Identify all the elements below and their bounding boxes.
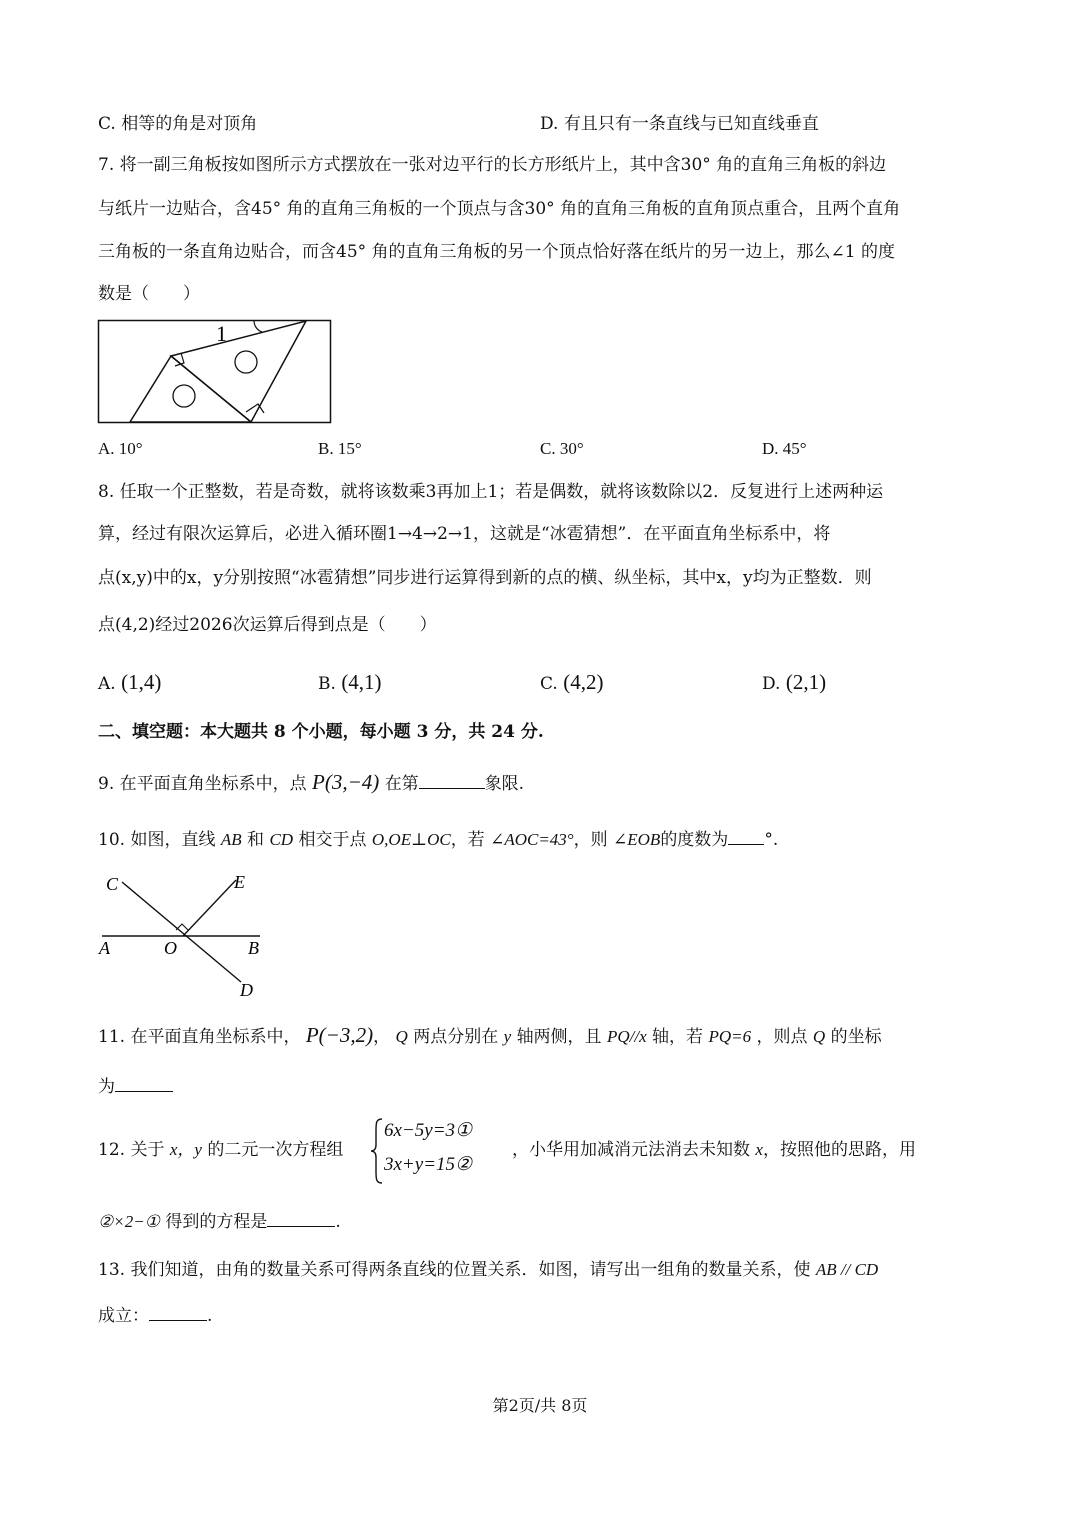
q10-line bbox=[98, 826, 778, 852]
q11-y-axis: y bbox=[503, 1027, 512, 1046]
q11-mid4: 轴，若 bbox=[652, 1027, 704, 1047]
q12-line-1-right bbox=[512, 1138, 916, 1162]
q9-answer-blank[interactable] bbox=[419, 770, 485, 789]
q11-mid2: 两点分别在 bbox=[413, 1027, 499, 1047]
q12-after: ，小华用加减消元法消去未知数 bbox=[512, 1140, 750, 1160]
q10-end: °. bbox=[764, 830, 779, 850]
q10-and: 和 bbox=[247, 830, 265, 850]
q9-text-prefix: 在第 bbox=[384, 774, 419, 794]
right-angle-mark-2 bbox=[246, 404, 264, 413]
q13-line2-end: . bbox=[207, 1306, 213, 1326]
q8-line-3: 点(x,y)中的x，y分别按照“冰雹猜想”同步进行运算得到新的点的横、纵坐标，其中x，y均为正整数．则 bbox=[98, 568, 872, 588]
label-o: O bbox=[164, 938, 177, 958]
q13-parallel: AB // CD bbox=[815, 1260, 879, 1279]
q11-length: PQ=6 bbox=[708, 1027, 752, 1046]
brace-icon bbox=[370, 1117, 384, 1185]
q8-line-1: 8. 任取一个正整数，若是奇数，就将该数乘3再加上1；若是偶数，就将该数除以2．反复进行上述两种运 bbox=[98, 482, 884, 502]
q10-text-a: 10. 如图，直线 bbox=[98, 830, 216, 850]
q10-comma: ，若 bbox=[450, 830, 485, 850]
q8-line-2: 算，经过有限次运算后，必进入循环圈1→4→2→1，这就是“冰雹猜想”．在平面直角坐标系中，将 bbox=[98, 524, 831, 544]
angle-1-arc bbox=[254, 321, 262, 332]
q12-x: x bbox=[755, 1140, 763, 1159]
q10-angle-eob: ∠EOB bbox=[613, 830, 661, 849]
q9-line bbox=[98, 770, 524, 796]
q11-line-1 bbox=[98, 1023, 882, 1049]
q7-line-4: 数是（ ） bbox=[98, 284, 200, 304]
q8-option-d-value: (2,1) bbox=[785, 670, 827, 694]
q11-tail: 的坐标 bbox=[830, 1027, 882, 1047]
hole-circle-1 bbox=[235, 351, 257, 373]
section-2-title: 二、填空题：本大题共 8 个小题，每小题 3 分，共 24 分. bbox=[98, 722, 544, 742]
q10-ab: AB bbox=[220, 830, 242, 849]
q7-line-3: 三角板的一条直角边贴合，而含45° 角的直角三角板的另一个顶点恰好落在纸片的另一边上，那么∠1 的度 bbox=[98, 242, 895, 262]
q12-vars: x，y bbox=[169, 1140, 202, 1159]
q12-equation-system bbox=[370, 1117, 510, 1185]
q10-figure bbox=[96, 868, 276, 1002]
q10-mid: 相交于点 bbox=[298, 830, 367, 850]
q7-option-c: C. 30° bbox=[540, 439, 584, 458]
q7-line-2: 与纸片一边贴合，含45° 角的直角三角板的一个顶点与含30° 角的直角三角板的直角顶点重合，且两个直角 bbox=[98, 199, 901, 219]
q12-line2-text: 得到的方程是 bbox=[165, 1212, 268, 1232]
q10-then: ，则 bbox=[573, 830, 608, 850]
q12-mid: 的二元一次方程组 bbox=[207, 1140, 344, 1160]
q12-tail: ，按照他的思路，用 bbox=[762, 1140, 916, 1160]
q13-line-1 bbox=[98, 1258, 878, 1282]
q7-figure bbox=[98, 320, 332, 424]
q9-point: P(3,−4) bbox=[312, 770, 380, 794]
line-cd bbox=[122, 882, 241, 982]
q10-answer-blank[interactable] bbox=[728, 826, 764, 845]
q12-line-2 bbox=[98, 1208, 341, 1234]
q8-option-b-label: B. bbox=[318, 674, 336, 694]
q8-option-a-label: A. bbox=[98, 674, 116, 694]
q12-equation-2: 3x+y=15② bbox=[384, 1154, 473, 1175]
q8-option-c-label: C. bbox=[540, 674, 558, 694]
q12-before: 12. 关于 bbox=[98, 1140, 165, 1160]
q8-option-a bbox=[98, 670, 161, 696]
q11-line-2 bbox=[98, 1073, 173, 1099]
paper-rectangle bbox=[99, 321, 331, 423]
q7-line-1: 7. 将一副三角板按如图所示方式摆放在一张对边平行的长方形纸片上，其中含30° 角的直角三角板的斜边 bbox=[98, 155, 887, 175]
q10-cd: CD bbox=[269, 830, 294, 849]
page-footer: 第2页/共 8页 bbox=[492, 1396, 588, 1415]
q6-option-c: C. 相等的角是对顶角 bbox=[98, 114, 258, 134]
q13-answer-blank[interactable] bbox=[149, 1302, 207, 1321]
q13-line2-text: 成立： bbox=[98, 1306, 149, 1326]
angle-1-label: 1 bbox=[216, 321, 227, 346]
q11-mid1: ， bbox=[373, 1027, 391, 1047]
q12-line-1-left bbox=[98, 1138, 343, 1162]
label-a: A bbox=[99, 938, 110, 958]
q10-tail: 的度数为 bbox=[660, 830, 729, 850]
label-d: D bbox=[240, 980, 253, 1000]
triangle-45 bbox=[130, 356, 251, 422]
q9-text-before: 9. 在平面直角坐标系中，点 bbox=[98, 774, 307, 794]
label-b: B bbox=[248, 938, 259, 958]
q11-mid3: 轴两侧，且 bbox=[516, 1027, 602, 1047]
q8-option-c-value: (4,2) bbox=[563, 670, 604, 694]
q9-text-after: 象限. bbox=[484, 774, 525, 794]
q12-equation-1: 6x−5y=3① bbox=[384, 1120, 473, 1141]
q8-option-c bbox=[540, 670, 603, 696]
q8-option-b-value: (4,1) bbox=[341, 670, 382, 694]
q7-option-d: D. 45° bbox=[762, 439, 807, 458]
q8-option-b bbox=[318, 670, 382, 696]
q11-before: 11. 在平面直角坐标系中， bbox=[98, 1027, 301, 1047]
q11-mid5: ，则点 bbox=[756, 1027, 808, 1047]
q8-option-d bbox=[762, 670, 826, 696]
q13-line1-text: 13. 我们知道，由角的数量关系可得两条直线的位置关系．如图，请写出一组角的数量关系，使 bbox=[98, 1260, 811, 1280]
q12-operation: ②×2−① bbox=[98, 1212, 160, 1231]
q8-option-a-value: (1,4) bbox=[121, 670, 162, 694]
q7-option-b: B. 15° bbox=[318, 439, 362, 458]
label-c: C bbox=[106, 874, 119, 894]
q10-condition: O,OE⊥OC bbox=[371, 830, 451, 849]
q7-option-a: A. 10° bbox=[98, 439, 143, 458]
ray-oe bbox=[183, 880, 236, 936]
q13-line-2 bbox=[98, 1302, 212, 1328]
label-e: E bbox=[234, 872, 245, 892]
hole-circle-2 bbox=[173, 385, 195, 407]
q11-answer-blank[interactable] bbox=[115, 1073, 173, 1092]
q8-line-4: 点(4,2)经过2026次运算后得到点是（ ） bbox=[98, 615, 437, 635]
q8-option-d-label: D. bbox=[762, 674, 781, 694]
triangle-30 bbox=[171, 321, 306, 422]
q11-line2-text: 为 bbox=[98, 1077, 115, 1097]
q12-answer-blank[interactable] bbox=[267, 1208, 335, 1227]
q12-line2-end: . bbox=[335, 1212, 341, 1232]
q6-option-d: D. 有且只有一条直线与已知直线垂直 bbox=[540, 114, 819, 134]
q11-point-q: Q bbox=[395, 1027, 408, 1046]
q11-point-q-2: Q bbox=[812, 1027, 826, 1046]
q10-angle-aoc: ∠AOC=43° bbox=[490, 830, 574, 849]
q11-point-p: P(−3,2) bbox=[305, 1023, 374, 1047]
q11-parallel: PQ//x bbox=[606, 1027, 647, 1046]
